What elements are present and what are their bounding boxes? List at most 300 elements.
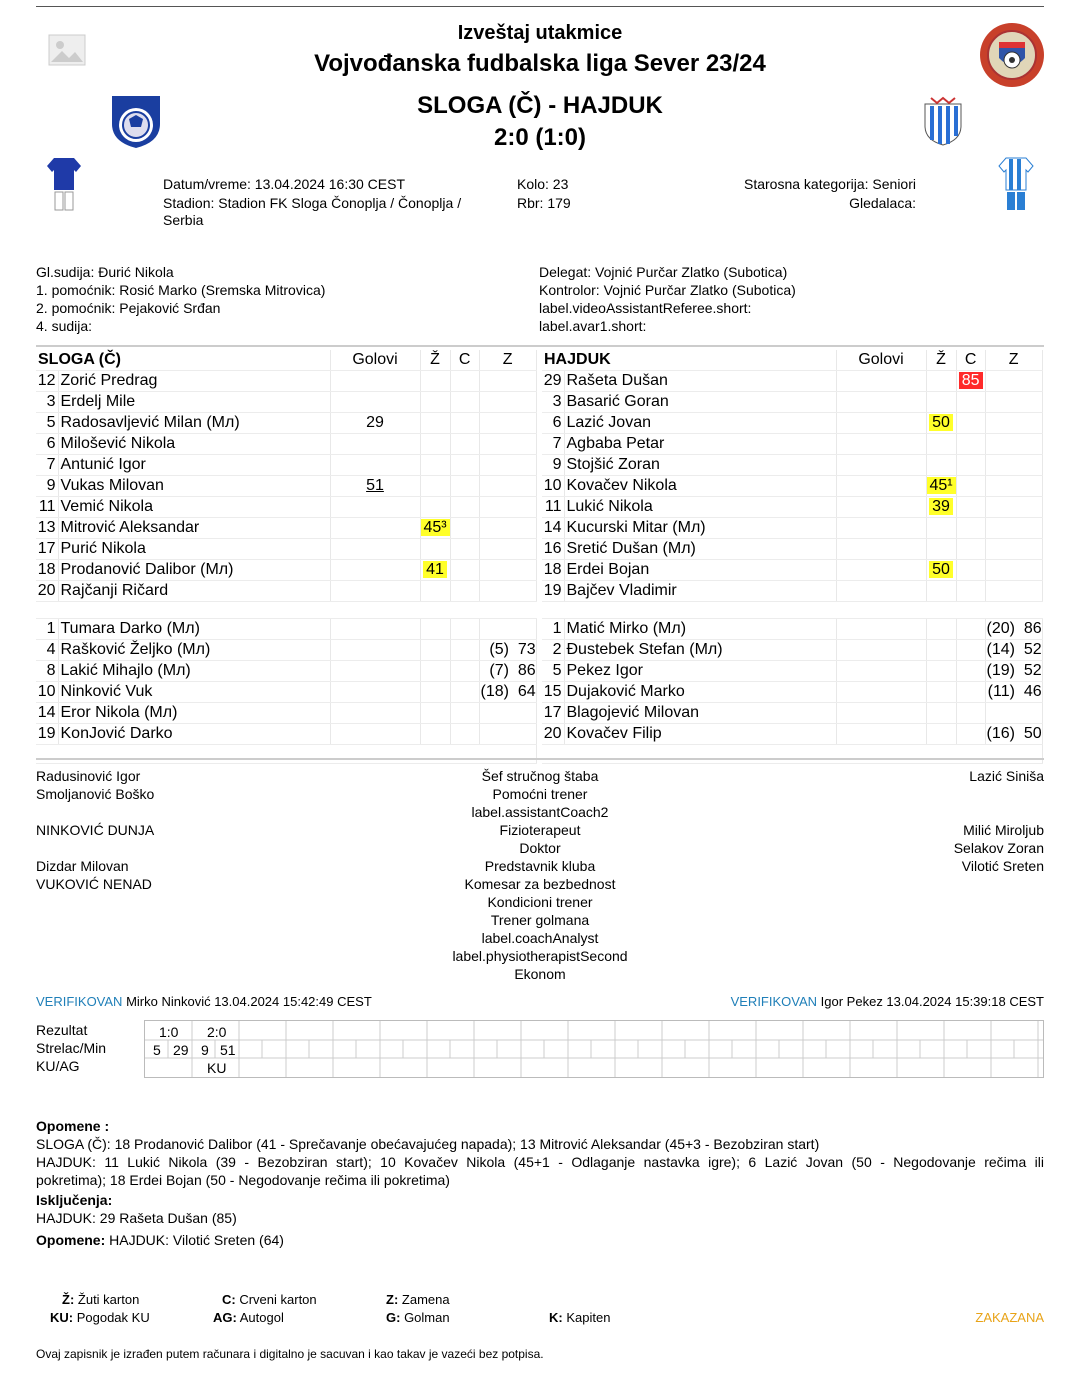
timeline-labels (36, 1021, 106, 1075)
home-team-name: SLOGA (Č) (36, 350, 330, 371)
player-number: 1 (542, 619, 564, 640)
timeline-label-ku: KU/AG (36, 1058, 80, 1074)
timeline-label-result: Rezultat (36, 1022, 88, 1038)
player-yellow-card (926, 661, 956, 682)
away-staff-member: Vilotić Sreten (961, 858, 1044, 874)
player-yellow-card: 50 (926, 413, 956, 434)
player-name: Milošević Nikola (58, 434, 330, 455)
player-goals (330, 371, 420, 392)
player-number: 4 (36, 640, 58, 661)
player-name: Pekez Igor (564, 661, 836, 682)
player-yellow-card (926, 434, 956, 455)
player-name: Vemić Nikola (58, 497, 330, 518)
verified-text: Igor Pekez 13.04.2024 15:39:18 CEST (820, 994, 1044, 1009)
timeline-minute-2: 51 (220, 1042, 236, 1058)
player-number: 19 (542, 581, 564, 602)
player-name: Đustebek Stefan (Mл) (564, 640, 836, 661)
player-goals: 29 (330, 413, 420, 434)
away-sub-header: Z (985, 350, 1042, 371)
player-row (542, 476, 1042, 497)
player-goals (330, 434, 420, 455)
player-substitution (479, 413, 536, 434)
player-name: Lakić Mihajlo (Mл) (58, 661, 330, 682)
away-roster-table (542, 350, 1043, 764)
player-red-card (450, 371, 479, 392)
player-name: Lazić Jovan (564, 413, 836, 434)
player-red-card (450, 581, 479, 602)
player-name: Lukić Nikola (564, 497, 836, 518)
player-yellow-card (420, 392, 450, 413)
player-goals (330, 703, 420, 724)
official-main-referee: Gl.sudija: Đurić Nikola (36, 264, 174, 280)
player-substitution (479, 703, 536, 724)
away-red-header: C (956, 350, 985, 371)
cautions-home: SLOGA (Č): 18 Prodanović Dalibor (41 - Sprečavanje obećavajućeg napada); 13 Mitrović Aleksandar (45+3 - Bezobziran start) (36, 1136, 820, 1152)
player-yellow-card (926, 640, 956, 661)
player-red-card (450, 619, 479, 640)
player-substitution: (19) 52 (985, 661, 1042, 682)
player-substitution (985, 413, 1042, 434)
player-goals (836, 434, 926, 455)
player-row (36, 371, 536, 392)
player-yellow-card (420, 581, 450, 602)
player-substitution (479, 518, 536, 539)
legend-sub: Z: Zamena (386, 1292, 450, 1307)
player-goals (836, 682, 926, 703)
league-logo (979, 22, 1045, 93)
player-goals (836, 703, 926, 724)
home-club-logo (110, 94, 162, 155)
player-name: Basarić Goran (564, 392, 836, 413)
home-roster-header (36, 350, 536, 371)
home-staff-member: Radusinović Igor (36, 768, 141, 784)
verified-text: Mirko Ninković 13.04.2024 15:42:49 CEST (126, 994, 372, 1009)
player-number: 18 (36, 560, 58, 581)
player-substitution: (7) 86 (479, 661, 536, 682)
staff-role: Kondicioni trener (487, 894, 593, 910)
player-row (36, 560, 536, 581)
sub-player-row (542, 640, 1042, 661)
cautions-away: HAJDUK: 11 Lukić Nikola (39 - Bezobziran start); 10 Kovačev Nikola (45+1 - Odlaganje nastavka igre); 6 Lazić Jovan (50 - Negodovanje rečima ili (36, 1154, 1044, 1170)
player-substitution (479, 497, 536, 518)
player-red-card (450, 455, 479, 476)
player-red-card (450, 518, 479, 539)
away-club-logo (923, 96, 963, 151)
footer-disclaimer: Ovaj zapisnik je izrađen putem računara i digitalno je sacuvan i kao takav je vazeći bez potpisa. (36, 1347, 544, 1361)
player-red-card (450, 497, 479, 518)
player-goals (330, 539, 420, 560)
player-substitution (985, 476, 1042, 497)
home-staff-member: VUKOVIĆ NENAD (36, 876, 152, 892)
player-number: 7 (36, 455, 58, 476)
player-number: 19 (36, 724, 58, 745)
staff-role: Predstavnik kluba (484, 858, 596, 874)
home-staff-member (36, 803, 154, 821)
player-number: 11 (542, 497, 564, 518)
player-name: Erdelj Mile (58, 392, 330, 413)
player-substitution (479, 434, 536, 455)
player-yellow-card (420, 539, 450, 560)
timeline-scorer-1: 5 (153, 1042, 161, 1058)
player-number: 14 (542, 518, 564, 539)
player-row (36, 455, 536, 476)
player-goals (836, 476, 926, 497)
match-stadium-country: Serbia (163, 212, 204, 228)
player-name: Antunić Igor (58, 455, 330, 476)
player-name: Rašković Željko (Mл) (58, 640, 330, 661)
player-substitution (985, 455, 1042, 476)
player-yellow-card: 50 (926, 560, 956, 581)
legend-ag: AG: Autogol (213, 1310, 284, 1325)
sub-player-row (542, 703, 1042, 724)
top-rule (36, 6, 1044, 7)
player-yellow-card (420, 434, 450, 455)
player-yellow-card (926, 703, 956, 724)
player-row (542, 413, 1042, 434)
timeline-minute-1: 29 (173, 1042, 189, 1058)
player-red-card (956, 434, 985, 455)
staff-roles (340, 767, 740, 983)
player-red-card (450, 560, 479, 581)
player-name: Mitrović Aleksandar (58, 518, 330, 539)
staff-role: Šef stručnog štaba (481, 768, 599, 784)
match-stadium: Stadion: Stadion FK Sloga Čonoplja / Čonoplja / (163, 195, 462, 211)
player-name: Dujaković Marko (564, 682, 836, 703)
away-staff-member: Selakov Zoran (953, 840, 1044, 856)
match-datetime: Datum/vreme: 13.04.2024 16:30 CEST (163, 176, 406, 192)
player-yellow-card (926, 392, 956, 413)
player-number: 8 (36, 661, 58, 682)
player-name: Kovačev Nikola (564, 476, 836, 497)
away-staff-member (744, 785, 1044, 803)
official-assistant-2: 2. pomoćnik: Pejaković Srđan (36, 300, 221, 316)
player-row (36, 581, 536, 602)
player-red-card (956, 682, 985, 703)
player-yellow-card: 39 (926, 497, 956, 518)
player-red-card (450, 434, 479, 455)
player-red-card (956, 497, 985, 518)
player-substitution: (20) 86 (985, 619, 1042, 640)
player-yellow-card (420, 661, 450, 682)
player-name: Ninković Vuk (58, 682, 330, 703)
officials-left (36, 263, 325, 335)
player-substitution: (18) 64 (479, 682, 536, 703)
home-staff-member: NINKOVIĆ DUNJA (36, 822, 155, 838)
timeline-result-2: 2:0 (207, 1024, 227, 1040)
player-number: 3 (542, 392, 564, 413)
player-red-card (956, 560, 985, 581)
away-yellow-header: Ž (926, 350, 956, 371)
staff-role: Fizioterapeut (499, 822, 581, 838)
official-avar: label.avar1.short: (539, 318, 647, 334)
official-delegate: Delegat: Vojnić Purčar Zlatko (Subotica) (539, 264, 788, 280)
sub-player-row (542, 661, 1042, 682)
match-score: 2:0 (1:0) (493, 124, 587, 151)
home-kit-icon (46, 156, 82, 217)
away-verification (640, 994, 1044, 1009)
player-goals (836, 640, 926, 661)
home-staff-member (36, 839, 154, 857)
away-roster-header (542, 350, 1042, 371)
player-name: Kovačev Filip (564, 724, 836, 745)
player-substitution (985, 560, 1042, 581)
home-roster-table (36, 350, 537, 764)
player-row (36, 392, 536, 413)
verified-label: VERIFIKOVAN (36, 994, 123, 1009)
player-yellow-card: 45³ (420, 518, 450, 539)
staff-role: label.coachAnalyst (481, 930, 599, 946)
player-name: Blagojević Milovan (564, 703, 836, 724)
player-goals (836, 560, 926, 581)
player-goals (836, 518, 926, 539)
staff-cautions-text: HAJDUK: Vilotić Sreten (64) (105, 1232, 284, 1248)
staff-cautions (36, 1231, 1044, 1249)
player-yellow-card (420, 640, 450, 661)
player-row (542, 581, 1042, 602)
player-red-card (450, 640, 479, 661)
player-yellow-card: 45¹ (926, 476, 956, 497)
player-substitution (479, 619, 536, 640)
away-staff-member: Lazić Siniša (969, 768, 1044, 784)
separator (36, 345, 1044, 347)
official-assistant-1: 1. pomoćnik: Rosić Marko (Sremska Mitrovica) (36, 282, 326, 298)
player-goals (330, 392, 420, 413)
player-number: 17 (36, 539, 58, 560)
player-red-card (956, 413, 985, 434)
separator (36, 758, 1044, 760)
player-row (542, 392, 1042, 413)
player-red-card (956, 640, 985, 661)
player-red-card (956, 455, 985, 476)
staff-role: Komesar za bezbednost (464, 876, 616, 892)
report-title: Izveštaj utakmice (457, 22, 623, 44)
sub-player-row (36, 640, 536, 661)
player-number: 6 (542, 413, 564, 434)
sub-player-row (36, 619, 536, 640)
player-number: 5 (36, 413, 58, 434)
player-red-card: 85 (956, 371, 985, 392)
player-red-card (956, 661, 985, 682)
player-number: 12 (36, 371, 58, 392)
player-substitution (985, 581, 1042, 602)
player-yellow-card (420, 703, 450, 724)
home-staff (36, 767, 154, 893)
timeline-scorer-2: 9 (201, 1042, 209, 1058)
home-staff-member: Smoljanović Boško (36, 786, 155, 802)
player-yellow-card (926, 581, 956, 602)
player-name: Kucurski Mitar (Mл) (564, 518, 836, 539)
timeline-result-1: 1:0 (159, 1024, 179, 1040)
player-number: 2 (542, 640, 564, 661)
sub-player-row (36, 724, 536, 745)
player-red-card (956, 703, 985, 724)
player-red-card (450, 703, 479, 724)
age-category: Starosna kategorija: Seniori (744, 176, 916, 192)
player-substitution (985, 539, 1042, 560)
player-red-card (956, 392, 985, 413)
timeline-label-scorer: Strelac/Min (36, 1040, 107, 1056)
player-goals (330, 682, 420, 703)
home-goals-header: Golovi (330, 350, 420, 371)
sendoffs-title: Isključenja: (36, 1192, 113, 1208)
player-goals (330, 661, 420, 682)
player-yellow-card (926, 724, 956, 745)
sendoffs-text: HAJDUK: 29 Rašeta Dušan (85) (36, 1210, 237, 1226)
player-yellow-card (420, 682, 450, 703)
legend-gk: G: Golman (386, 1310, 450, 1325)
player-row (36, 434, 536, 455)
player-yellow-card (420, 413, 450, 434)
legend-red: C: Crveni karton (222, 1292, 317, 1307)
player-yellow-card (926, 371, 956, 392)
player-goals (836, 619, 926, 640)
player-yellow-card (926, 619, 956, 640)
player-red-card (450, 476, 479, 497)
player-name: Zorić Predrag (58, 371, 330, 392)
player-red-card (450, 724, 479, 745)
player-red-card (450, 413, 479, 434)
staff-role: label.assistantCoach2 (471, 804, 609, 820)
player-name: Stojšić Zoran (564, 455, 836, 476)
timeline-grid-lines (145, 1021, 1043, 1077)
verified-label: VERIFIKOVAN (730, 994, 818, 1009)
legend-ku: KU: Pogodak KU (50, 1310, 150, 1325)
player-goals (836, 392, 926, 413)
player-name: KonJović Darko (58, 724, 330, 745)
player-number: 9 (36, 476, 58, 497)
player-substitution (479, 392, 536, 413)
player-row (36, 539, 536, 560)
player-row (36, 476, 536, 497)
staff-role: label.physiotherapistSecond (452, 948, 628, 964)
match-round: Kolo: 23 (517, 176, 569, 192)
away-goals-header: Golovi (836, 350, 926, 371)
cautions-title: Opomene : (36, 1118, 110, 1134)
player-yellow-card (926, 682, 956, 703)
player-goals (330, 619, 420, 640)
player-goals (836, 455, 926, 476)
player-name: Sretić Dušan (Mл) (564, 539, 836, 560)
image-placeholder-icon (48, 34, 86, 71)
match-status: ZAKAZANA (975, 1310, 1044, 1325)
player-red-card (956, 539, 985, 560)
league-title: Vojvođanska fudbalska liga Sever 23/24 (314, 50, 766, 77)
player-yellow-card (926, 455, 956, 476)
away-staff (744, 767, 1044, 875)
home-verification (36, 994, 372, 1009)
player-name: Bajčev Vladimir (564, 581, 836, 602)
player-name: Matić Mirko (Mл) (564, 619, 836, 640)
staff-role: Ekonom (514, 966, 566, 982)
player-yellow-card: 41 (420, 560, 450, 581)
player-number: 16 (542, 539, 564, 560)
player-number: 6 (36, 434, 58, 455)
player-goals (330, 640, 420, 661)
player-name: Agbaba Petar (564, 434, 836, 455)
player-yellow-card (926, 539, 956, 560)
sub-player-row (542, 619, 1042, 640)
sub-player-row (542, 682, 1042, 703)
player-name: Erdei Bojan (564, 560, 836, 581)
away-staff-member (744, 803, 1044, 821)
player-yellow-card (926, 518, 956, 539)
player-yellow-card (420, 497, 450, 518)
player-red-card (956, 476, 985, 497)
home-yellow-header: Ž (420, 350, 450, 371)
player-substitution: (14) 52 (985, 640, 1042, 661)
player-goals (836, 724, 926, 745)
player-goals (330, 724, 420, 745)
player-number: 3 (36, 392, 58, 413)
notes-section (36, 1117, 1044, 1249)
player-number: 9 (542, 455, 564, 476)
player-goals (836, 539, 926, 560)
home-red-header: C (450, 350, 479, 371)
player-row (36, 518, 536, 539)
sub-player-row (36, 661, 536, 682)
home-sub-header: Z (479, 350, 536, 371)
player-name: Eror Nikola (Mл) (58, 703, 330, 724)
player-row (542, 455, 1042, 476)
player-number: 18 (542, 560, 564, 581)
player-name: Rašeta Dušan (564, 371, 836, 392)
player-number: 15 (542, 682, 564, 703)
match-number: Rbr: 179 (517, 195, 571, 211)
player-name: Prodanović Dalibor (Mл) (58, 560, 330, 581)
player-red-card (450, 661, 479, 682)
player-goals (330, 518, 420, 539)
player-name: Purić Nikola (58, 539, 330, 560)
away-team-name: HAJDUK (542, 350, 836, 371)
sub-player-row (36, 682, 536, 703)
player-substitution (479, 455, 536, 476)
player-substitution (985, 518, 1042, 539)
player-substitution (479, 560, 536, 581)
player-row (36, 413, 536, 434)
cautions-away-cont: pokretima); 18 Erdei Bojan (50 - Negodovanje rečima ili pokretima) (36, 1172, 450, 1188)
player-number: 13 (36, 518, 58, 539)
player-name: Vukas Milovan (58, 476, 330, 497)
player-red-card (956, 518, 985, 539)
sub-player-row (542, 724, 1042, 745)
player-substitution (985, 703, 1042, 724)
player-goals (330, 455, 420, 476)
player-number: 17 (542, 703, 564, 724)
player-red-card (450, 539, 479, 560)
player-row (542, 371, 1042, 392)
player-goals (330, 560, 420, 581)
player-yellow-card (420, 371, 450, 392)
player-number: 5 (542, 661, 564, 682)
player-goals (836, 581, 926, 602)
legend-yellow: Ž: Žuti karton (62, 1292, 140, 1307)
player-number: 11 (36, 497, 58, 518)
player-number: 7 (542, 434, 564, 455)
player-red-card (450, 682, 479, 703)
player-goals (330, 497, 420, 518)
official-fourth: 4. sudija: (36, 318, 93, 334)
player-row (36, 497, 536, 518)
player-substitution (479, 476, 536, 497)
player-yellow-card (420, 455, 450, 476)
officials-right (539, 263, 796, 335)
player-red-card (956, 724, 985, 745)
player-goals (836, 413, 926, 434)
player-substitution (479, 539, 536, 560)
player-substitution (479, 371, 536, 392)
player-substitution (985, 434, 1042, 455)
player-goals: 51 (330, 476, 420, 497)
